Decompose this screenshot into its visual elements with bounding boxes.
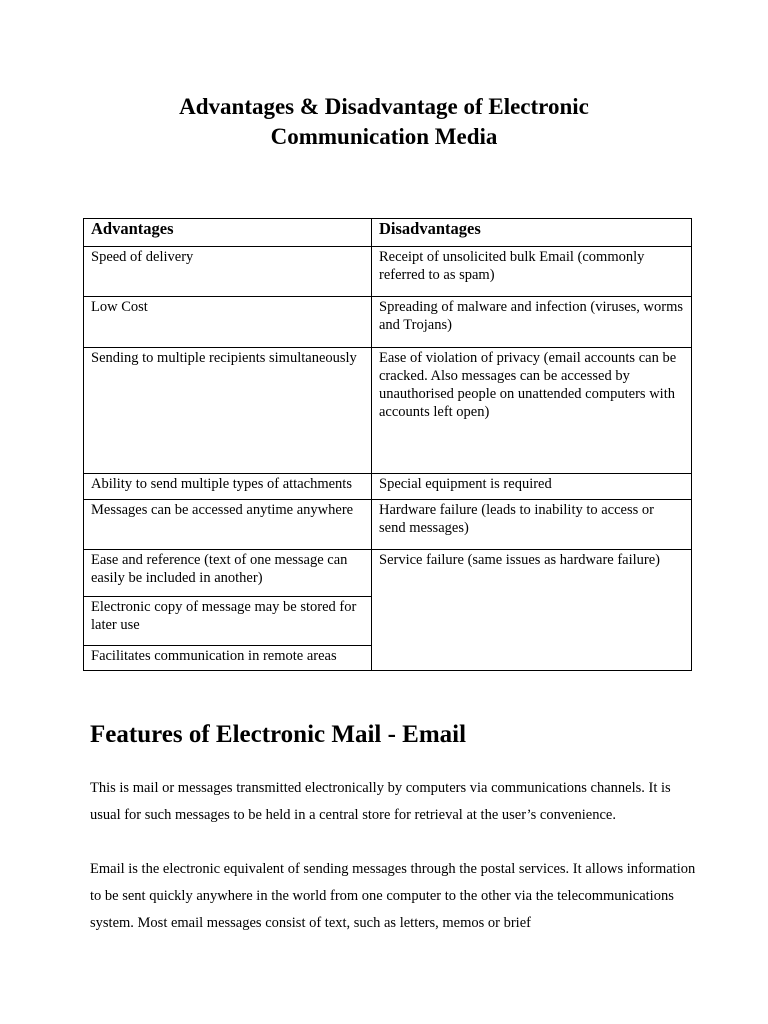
disadvantage-cell: Ease of violation of privacy (email accounts can be cracked. Also messages can be accessed by unauthorised people on unattended computers with accounts left open) xyxy=(372,348,692,474)
page-title xyxy=(84,92,684,152)
disadvantages-header: Disadvantages xyxy=(372,219,692,247)
table-row xyxy=(84,348,692,474)
table-row xyxy=(84,297,692,348)
disadvantage-cell: Special equipment is required xyxy=(372,474,692,500)
advantages-header: Advantages xyxy=(84,219,372,247)
advantage-cell: Low Cost xyxy=(84,297,372,348)
page-title-line-1: Advantages & Disadvantage of Electronic xyxy=(179,94,589,119)
comparison-table xyxy=(83,218,692,671)
advantage-cell: Messages can be accessed anytime anywhere xyxy=(84,500,372,550)
disadvantage-cell: Receipt of unsolicited bulk Email (commonly referred to as spam) xyxy=(372,247,692,297)
disadvantage-cell: Spreading of malware and infection (viruses, worms and Trojans) xyxy=(372,297,692,348)
advantage-cell: Electronic copy of message may be stored for later use xyxy=(84,597,372,646)
advantage-cell: Ability to send multiple types of attachments xyxy=(84,474,372,500)
advantage-cell: Sending to multiple recipients simultaneously xyxy=(84,348,372,474)
table-row xyxy=(84,500,692,550)
advantage-cell: Facilitates communication in remote areas xyxy=(84,646,372,671)
table-header-row xyxy=(84,219,692,247)
body-paragraph: Email is the electronic equivalent of sending messages through the postal services. It allows information to be sent quickly anywhere in the world from one computer to the other via the telecommunications system. Most email messages consist of text, such as letters, memos or brief xyxy=(90,861,696,931)
body-paragraph: This is mail or messages transmitted electronically by computers via communications channels. It is usual for such messages to be held in a central store for retrieval at the user’s convenience. xyxy=(90,780,671,823)
section-heading: Features of Electronic Mail - Email xyxy=(90,721,467,748)
advantage-cell: Ease and reference (text of one message can easily be included in another) xyxy=(84,550,372,597)
table-row xyxy=(84,550,692,597)
table-row xyxy=(84,474,692,500)
table-row xyxy=(84,247,692,297)
disadvantage-cell: Service failure (same issues as hardware failure) xyxy=(372,550,692,671)
page-title-line-2: Communication Media xyxy=(270,124,498,149)
disadvantage-cell: Hardware failure (leads to inability to access or send messages) xyxy=(372,500,692,550)
advantage-cell: Speed of delivery xyxy=(84,247,372,297)
